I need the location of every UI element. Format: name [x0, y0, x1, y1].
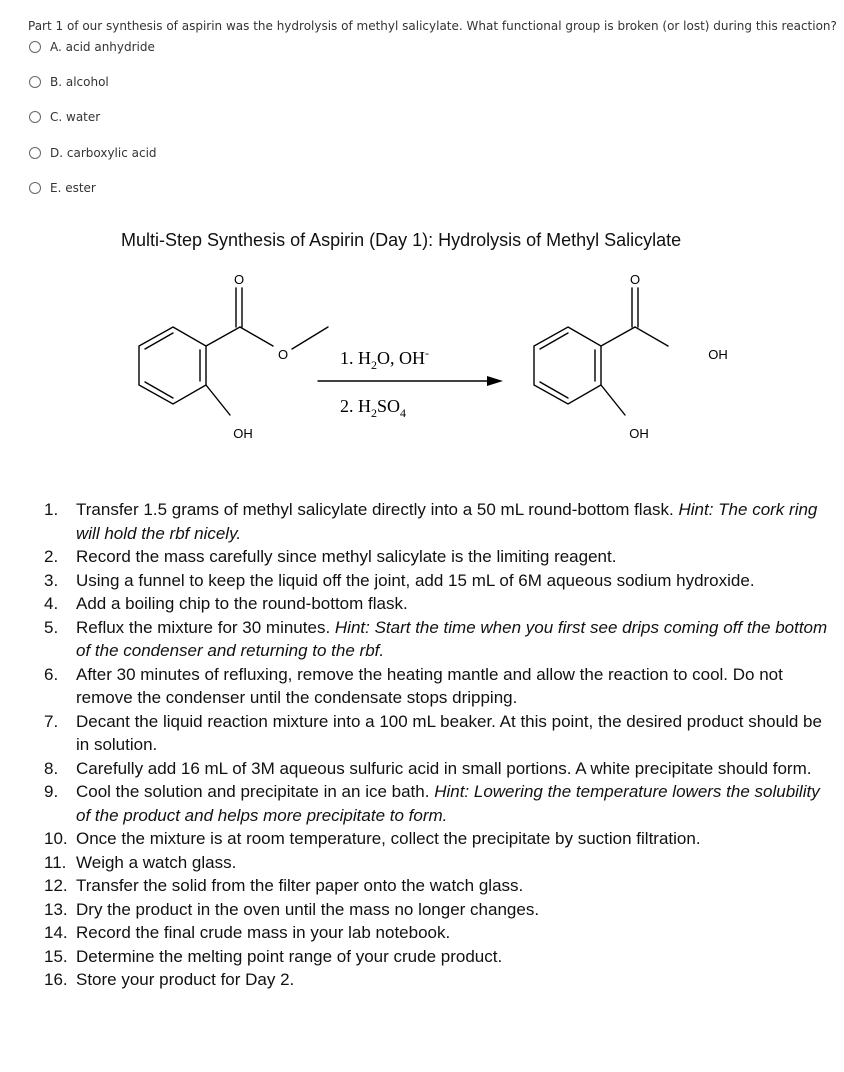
figure-title: Multi-Step Synthesis of Aspirin (Day 1): Hydrolysis of Methyl Salicylate [121, 230, 682, 250]
question-text: Part 1 of our synthesis of aspirin was the hydrolysis of methyl salicylate. What functional group is broken (or lost) during this reaction? [28, 19, 837, 33]
procedure-step [44, 968, 834, 992]
step-number: 15. [44, 946, 68, 966]
reagent-step-1: 1. $H_2O$, OH- [340, 346, 429, 372]
step-number: 13. [44, 899, 68, 919]
procedure-step [44, 851, 834, 875]
step-text [76, 592, 408, 616]
reactant-hydroxyl-label: OH [233, 426, 253, 441]
step-instruction: Reflux the mixture for 30 minutes. [76, 617, 335, 637]
option-label: D. carboxylic acid [50, 146, 157, 160]
step-text [76, 898, 539, 922]
step-number: 12. [44, 876, 68, 895]
product-carbonyl-oxygen: O [629, 272, 641, 287]
reactant-ester-oxygen: O [277, 347, 289, 362]
procedure-step [44, 827, 834, 851]
step-number: 7. [44, 711, 59, 731]
procedure-step [44, 592, 834, 616]
step-text [76, 827, 701, 851]
step-instruction: Add a boiling chip to the round-bottom flask. [76, 594, 408, 613]
procedure-step [44, 921, 834, 945]
step-instruction: Record the final crude mass in your lab notebook. [76, 923, 451, 942]
step-number: 10. [44, 829, 68, 848]
step-text [76, 663, 834, 710]
step-instruction: Using a funnel to keep the liquid off the joint, add 15 mL of 6M aqueous sodium hydroxide. [76, 570, 755, 590]
procedure-step [44, 757, 834, 781]
step-number: 11. [44, 852, 67, 872]
procedure-step [44, 663, 834, 710]
option-label: C. water [50, 110, 101, 124]
step-number: 1. [44, 500, 59, 519]
step-number: 6. [44, 664, 59, 684]
product-acid-hydroxyl-label: OH [708, 347, 728, 362]
procedure-steps [44, 498, 834, 992]
step-text [76, 710, 834, 757]
step-number: 5. [44, 617, 59, 637]
step-number: 8. [44, 758, 59, 778]
step-text [76, 780, 834, 827]
step-text [76, 616, 834, 663]
procedure-step [44, 945, 834, 969]
step-instruction: Cool the solution and precipitate in an ice bath. [76, 782, 435, 801]
step-text [76, 757, 811, 781]
step-instruction: Once the mixture is at room temperature, collect the precipitate by suction filtration. [76, 829, 701, 848]
reactant-carbonyl-oxygen: O [233, 272, 245, 287]
step-hint: Hint: The cork ring will hold the rbf nicely. [76, 500, 818, 543]
procedure-step [44, 780, 834, 827]
step-instruction: Dry the product in the oven until the mass no longer changes. [76, 899, 540, 919]
step-instruction: Transfer the solid from the filter paper onto the watch glass. [76, 876, 524, 895]
procedure-step [44, 498, 834, 545]
step-text [76, 874, 523, 898]
step-text [76, 968, 294, 992]
step-number: 14. [44, 923, 68, 942]
product-hydroxyl-label: OH [629, 426, 649, 441]
procedure-step [44, 545, 834, 569]
step-instruction: Record the mass carefully since methyl salicylate is the limiting reagent. [76, 547, 617, 566]
step-instruction: After 30 minutes of refluxing, remove the heating mantle and allow the reaction to cool. Do not remove the condenser until the condensate stops dripping. [76, 664, 783, 707]
step-text [76, 851, 236, 875]
step-number: 2. [44, 547, 59, 566]
option-label: E. ester [50, 181, 96, 195]
option-label: A. acid anhydride [50, 40, 155, 54]
reaction-arrow-head [487, 376, 503, 386]
procedure-step [44, 569, 834, 593]
step-instruction: Transfer 1.5 grams of methyl salicylate directly into a 50 mL round-bottom flask. [76, 500, 679, 519]
step-number: 16. [44, 970, 68, 989]
salicylic-acid-structure [534, 288, 668, 415]
step-number: 4. [44, 594, 59, 613]
step-instruction: Weigh a watch glass. [76, 852, 237, 872]
procedure-step [44, 616, 834, 663]
step-instruction: Decant the liquid reaction mixture into a 100 mL beaker. At this point, the desired product should be in solution. [76, 711, 822, 754]
step-text [76, 569, 755, 593]
reagent-step-2: 2. $H_2SO_4$ [340, 396, 407, 420]
step-instruction: Store your product for Day 2. [76, 970, 295, 989]
step-instruction: Carefully add 16 mL of 3M aqueous sulfuric acid in small portions. A white precipitate should form. [76, 758, 812, 778]
step-hint: Hint: Start the time when you first see drips coming off the bottom of the condenser and returning to the rbf. [76, 617, 828, 660]
step-hint: Hint: Lowering the temperature lowers the solubility of the product and helps more precipitate to form. [76, 782, 820, 825]
step-text [76, 945, 502, 969]
step-number: 9. [44, 782, 59, 801]
option-label: B. alcohol [50, 75, 109, 89]
reaction-scheme [0, 0, 844, 470]
procedure-step [44, 874, 834, 898]
step-number: 3. [44, 570, 59, 590]
procedure-step [44, 710, 834, 757]
methyl-salicylate-structure [139, 288, 328, 415]
step-text [76, 545, 616, 569]
procedure-step [44, 898, 834, 922]
step-text [76, 921, 450, 945]
step-text [76, 498, 834, 545]
step-instruction: Determine the melting point range of your crude product. [76, 946, 503, 966]
